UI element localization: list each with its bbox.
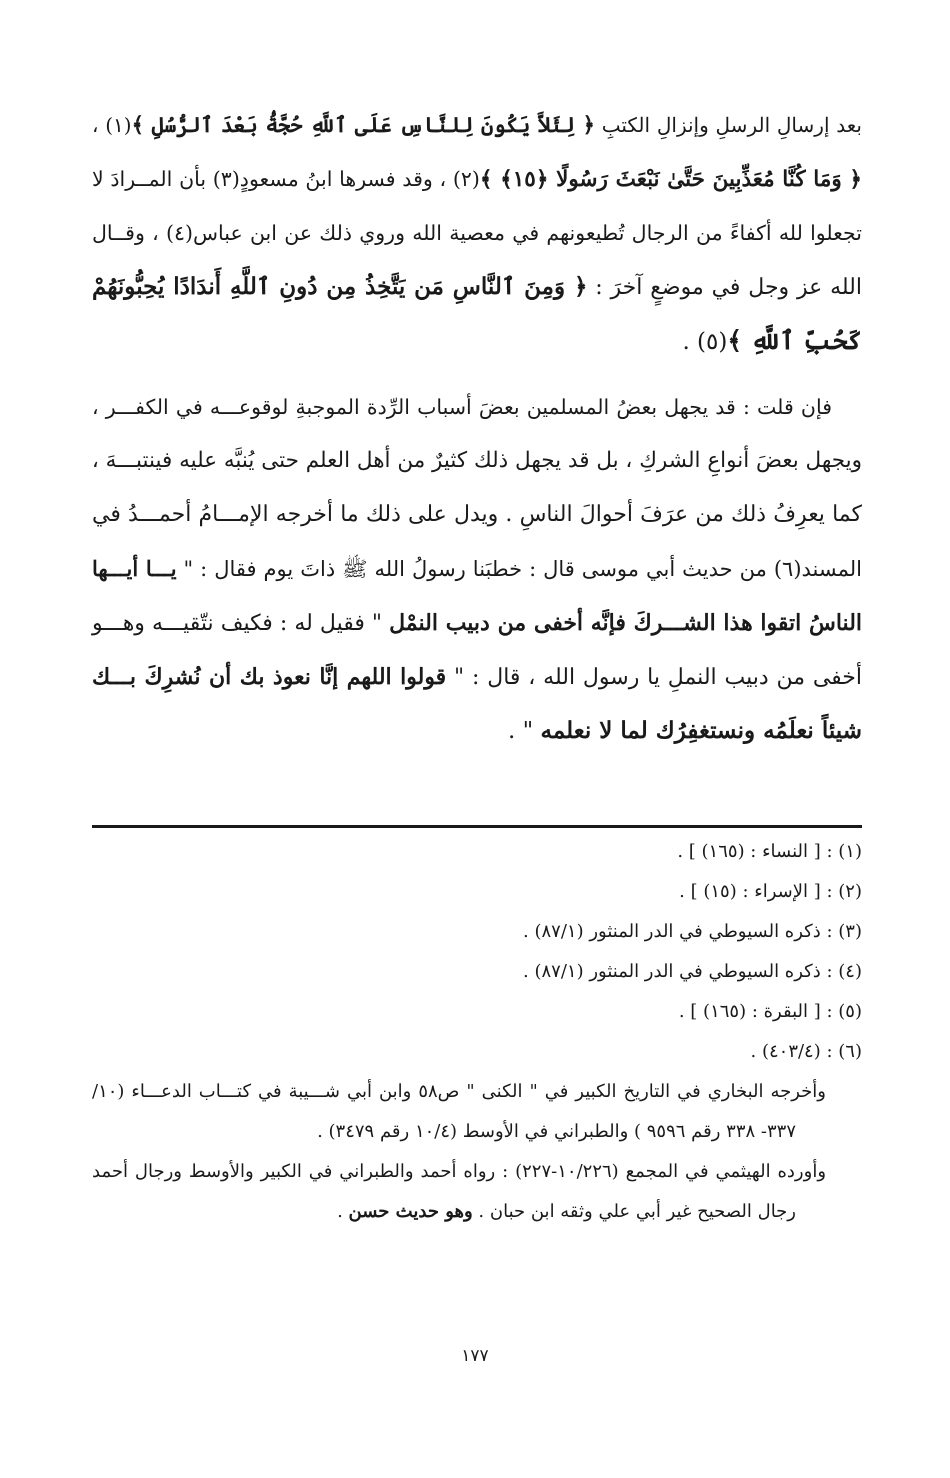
quran-verse: ﴿ لِئَلاَّ يَكُونَ لِلنَّاسِ عَلَى ٱللَّهِ حُجَّةُۢ بَعْدَ ٱلرُّسُلِ ﴾ <box>131 112 595 137</box>
footnote: (٤) : ذكره السيوطي في الدر المنثور (٨٧/١) . <box>523 961 862 982</box>
text-line: تجعلوا لله أكفاءً من الرجال تُطيعونهم في معصية الله وروي ذلك عن ابن عباس(٤) ، وقــال <box>92 221 862 245</box>
footnote: (٥) : [ البقرة : (١٦٥) ] . <box>678 1001 862 1022</box>
text-span: " فقيل له : فكيف نتّقيـــه وهـــو <box>92 611 390 636</box>
text-line: فإن قلت : قد يجهل بعضُ المسلمين بعضَ أسباب الرِّدة الموجبةِ لوقوعـــه في الكفـــر ، <box>92 395 832 419</box>
footnote: (٣) : ذكره السيوطي في الدر المنثور (٨٧/١) . <box>523 921 862 942</box>
text-span: أخفى من دبيب النملِ يا رسول الله ، قال : " <box>446 665 862 690</box>
text-line <box>92 260 862 314</box>
hadith-text: شيئاً نعلَمُه ونستغفِرُك لما لا نعلمه <box>540 717 862 744</box>
footnote-detail: وأورده الهيثمي في المجمع (١٠/٢٢٦-٢٢٧) : رواه أحمد والطبراني في الكبير والأوسط ورجال أحمد <box>92 1161 827 1182</box>
text-span: رجال الصحيح غير أبي علي وثقه ابن حبان . <box>472 1201 796 1222</box>
text-span: " . <box>508 718 541 744</box>
main-text <box>92 98 862 758</box>
quran-verse: كَحُبِّ ٱللَّهِ ﴾ <box>727 326 862 355</box>
text-line: ويجهل بعضَ أنواعِ الشركِ ، بل قد يجهل ذلك كثيرٌ من أهل العلم حتى يُنبَّه عليه فينتبـــهَ ، <box>91 448 862 473</box>
text-span: الله عز وجل في موضعٍ آخرَ : <box>587 275 862 300</box>
footnote-detail: وأخرجه البخاري في التاريخ الكبير في " الكنى " ص٥٨ وابن أبي شـــيبة في كتـــاب الدعـــاء (١٠/ <box>92 1081 826 1102</box>
page-number: ١٧٧ <box>461 1346 489 1366</box>
text-line <box>92 650 862 704</box>
text-line <box>92 152 862 206</box>
grading-text: وهو حديث حسن <box>348 1201 473 1222</box>
text-span: المسند(٦) من حديث أبي موسى قال : خطبَنا رسولُ الله ﷺ ذاتَ يوم فقال : " <box>176 557 862 581</box>
hadith-text: قولوا اللهم إنَّا نعوذ بك أن نُشرِكَ بـــك <box>92 664 447 690</box>
footnote: (٦) : (٤٠٣/٤) . <box>750 1041 862 1062</box>
footnote-detail: ٣٣٧- ٣٣٨ رقم ٩٥٩٦ ) والطبراني في الأوسط (١٠/٤ رقم ٣٤٧٩) . <box>317 1121 796 1142</box>
text-line <box>92 704 862 758</box>
footnote-separator <box>92 825 862 828</box>
quran-verse: ﴿ وَمِنَ ٱلنَّاسِ مَن يَتَّخِذُ مِن دُونِ ٱللَّهِ أَندَادًا يُحِبُّونَهُمْ <box>92 273 588 300</box>
text-line: كما يعرِفُ ذلك من عرَفَ أحوالَ الناسِ . ويدل على ذلك ما أخرجه الإمـــامُ أحمـــدُ في <box>92 502 862 527</box>
footnote-detail <box>92 1192 862 1232</box>
text-span: . <box>337 1201 349 1222</box>
text-line <box>92 542 862 596</box>
footnote: (٢) : [ الإسراء : (١٥) ] . <box>679 881 862 902</box>
hadith-text: يـــا أيـــها <box>92 556 177 581</box>
footnote: (١) : [ النساء : (١٦٥) ] . <box>677 841 862 862</box>
text-span: بعد إرسالِ الرسلِ وإنزالِ الكتبِ <box>594 113 862 137</box>
text-span: (١) ، <box>92 113 132 137</box>
text-span: (٥) . <box>682 329 728 355</box>
hadith-text: الناسُ اتقوا هذا الشـــركَ فإنَّه أخفى من دبيب النمْل <box>389 610 863 636</box>
footnotes <box>92 832 862 1232</box>
text-span: (٢) ، وقد فسرها ابنُ مسعودٍ(٣) بأن المــرادَ لا <box>92 167 480 191</box>
quran-verse: ﴿ وَمَا كُنَّا مُعَذِّبِينَ حَتَّىٰ نَبْعَثَ رَسُولًا ﴿١٥﴾ ﴾ <box>479 167 863 192</box>
text-line <box>92 314 862 368</box>
text-line <box>92 596 862 650</box>
text-line <box>92 98 862 152</box>
